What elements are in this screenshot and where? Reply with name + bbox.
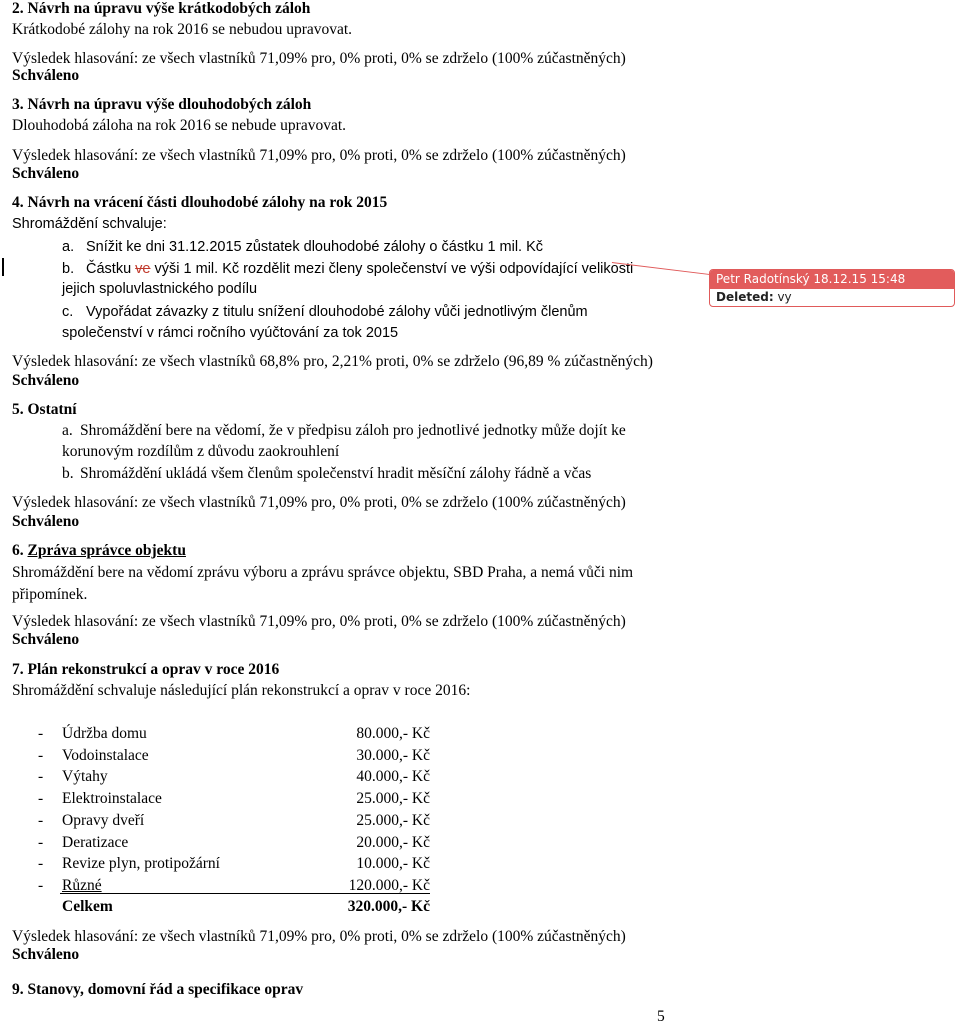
- item-amount: 25.000,- Kč: [356, 790, 430, 808]
- tracked-change-comment[interactable]: [709, 269, 955, 307]
- section-7-vote: Výsledek hlasování: ze všech vlastníků 71,09% pro, 0% proti, 0% se zdrželo (100% zúčastněných): [12, 928, 626, 945]
- item-a-continuation: korunovým rozdílům z důvodu zaokrouhlení: [62, 443, 340, 460]
- section-2-text: Krátkodobé zálohy na rok 2016 se nebudou upravovat.: [12, 21, 353, 38]
- list-dash: -: [38, 768, 44, 786]
- item-name: Revize plyn, protipožární: [62, 855, 220, 873]
- comment-header: [710, 270, 954, 289]
- section-3-result: Schváleno: [12, 165, 80, 182]
- total-amount: 320.000,- Kč: [347, 898, 430, 915]
- section-6-vote: Výsledek hlasování: ze všech vlastníků 71,09% pro, 0% proti, 0% se zdrželo (100% zúčastněných): [12, 613, 626, 630]
- section-4-result: Schváleno: [12, 372, 80, 389]
- item-name: Elektroinstalace: [62, 790, 162, 808]
- section-4-vote: Výsledek hlasování: ze všech vlastníků 68,8% pro, 2,21% proti, 0% se zdrželo (96,89 % zúčastněných): [12, 353, 653, 370]
- item-name: Deratizace: [62, 833, 129, 851]
- item-amount: 40.000,- Kč: [356, 768, 430, 786]
- item-b-text-post: výši 1 mil. Kč rozdělit mezi členy společenství ve výši odpovídající velikosti: [150, 261, 634, 277]
- item-name: Různé: [62, 876, 102, 894]
- item-name: Vodoinstalace: [62, 746, 149, 764]
- section-5-vote: Výsledek hlasování: ze všech vlastníků 71,09% pro, 0% proti, 0% se zdrželo (100% zúčastněných): [12, 494, 626, 511]
- section-3-title: 3. Návrh na úpravu výše dlouhodobých záloh: [12, 96, 312, 113]
- comment-value: vy: [777, 290, 792, 304]
- item-name: Údržba domu: [62, 725, 147, 742]
- list-dash: -: [38, 811, 44, 829]
- comment-body: [710, 289, 954, 306]
- item-amount: 25.000,- Kč: [356, 811, 430, 829]
- item-amount: 80.000,- Kč: [356, 725, 430, 742]
- list-dash: -: [38, 746, 44, 764]
- list-dash: -: [38, 790, 44, 808]
- item-b-text-pre: Částku: [86, 261, 136, 277]
- item-c-continuation: společenství v rámci ročního vyúčtování za tok 2015: [62, 325, 399, 341]
- section-3-vote: Výsledek hlasování: ze všech vlastníků 71,09% pro, 0% proti, 0% se zdrželo (100% zúčastněných): [12, 147, 626, 164]
- section-2-result: Schváleno: [12, 67, 80, 84]
- item-amount: 20.000,- Kč: [356, 833, 430, 851]
- section-2-vote: Výsledek hlasování: ze všech vlastníků 71,09% pro, 0% proti, 0% se zdrželo (100% zúčastněných): [12, 50, 626, 67]
- sum-underline: [60, 893, 430, 894]
- section-4-title: 4. Návrh na vrácení části dlouhodobé zálohy na rok 2015: [12, 194, 388, 211]
- item-b-marker: b.: [62, 261, 75, 277]
- item-a-text: Snížit ke dni 31.12.2015 zůstatek dlouhodobé zálohy o částku 1 mil. Kč: [86, 239, 544, 255]
- section-7-title: 7. Plán rekonstrukcí a oprav v roce 2016: [12, 661, 280, 678]
- section-6-text-continuation: připomínek.: [12, 586, 88, 603]
- section-6-result: Schváleno: [12, 631, 80, 648]
- page-number: 5: [657, 1008, 665, 1025]
- section-6-title: [12, 542, 186, 560]
- comment-label: Deleted:: [716, 290, 774, 304]
- section-3-text: Dlouhodobá záloha na rok 2016 se nebude upravovat.: [12, 117, 347, 134]
- deleted-text[interactable]: ve: [135, 261, 151, 277]
- section-5-result: Schváleno: [12, 513, 80, 530]
- list-dash: -: [38, 855, 44, 873]
- item-amount: 30.000,- Kč: [356, 746, 430, 764]
- section-4-intro: Shromáždění schvaluje:: [12, 216, 167, 232]
- section-6-title-text: Zpráva správce objektu: [27, 542, 186, 559]
- list-dash: -: [38, 833, 44, 851]
- item-c-marker: c.: [62, 304, 74, 320]
- item-c-text: Vypořádat závazky z titulu snížení dlouhodobé zálohy vůči jednotlivým členům: [86, 304, 588, 320]
- item-name: Výtahy: [62, 768, 108, 786]
- section-7-result: Schváleno: [12, 946, 80, 963]
- section-5-title: 5. Ostatní: [12, 401, 77, 418]
- list-dash: -: [38, 876, 44, 894]
- comment-author: Petr Radotínský: [716, 272, 810, 286]
- list-dash: -: [38, 725, 44, 742]
- total-label: Celkem: [62, 898, 113, 915]
- section-6-number: 6.: [12, 542, 28, 559]
- section-6-text: Shromáždění bere na vědomí zprávu výboru a zprávu správce objektu, SBD Praha, a nemá vůči nim: [12, 564, 634, 581]
- item-a-marker: a.: [62, 239, 75, 255]
- section-9-title: 9. Stanovy, domovní řád a specifikace oprav: [12, 981, 304, 998]
- item-name: Opravy dveří: [62, 811, 145, 829]
- item-a-marker: a.: [62, 422, 73, 439]
- item-b-continuation: jejich spoluvlastnického podílu: [62, 281, 258, 297]
- comment-timestamp: 18.12.15 15:48: [813, 272, 906, 286]
- item-amount: 120.000,- Kč: [348, 876, 430, 894]
- section-7-intro: Shromáždění schvaluje následující plán rekonstrukcí a oprav v roce 2016:: [12, 682, 471, 699]
- item-a-text: Shromáždění bere na vědomí, že v předpisu záloh pro jednotlivé jednotky může dojít ke: [80, 422, 626, 439]
- item-b-marker: b.: [62, 465, 74, 482]
- section-2-title: 2. Návrh na úpravu výše krátkodobých záloh: [12, 0, 311, 17]
- item-b-text: Shromáždění ukládá všem členům společenství hradit měsíční zálohy řádně a včas: [80, 465, 592, 482]
- change-bar: [2, 258, 4, 276]
- item-amount: 10.000,- Kč: [356, 855, 430, 873]
